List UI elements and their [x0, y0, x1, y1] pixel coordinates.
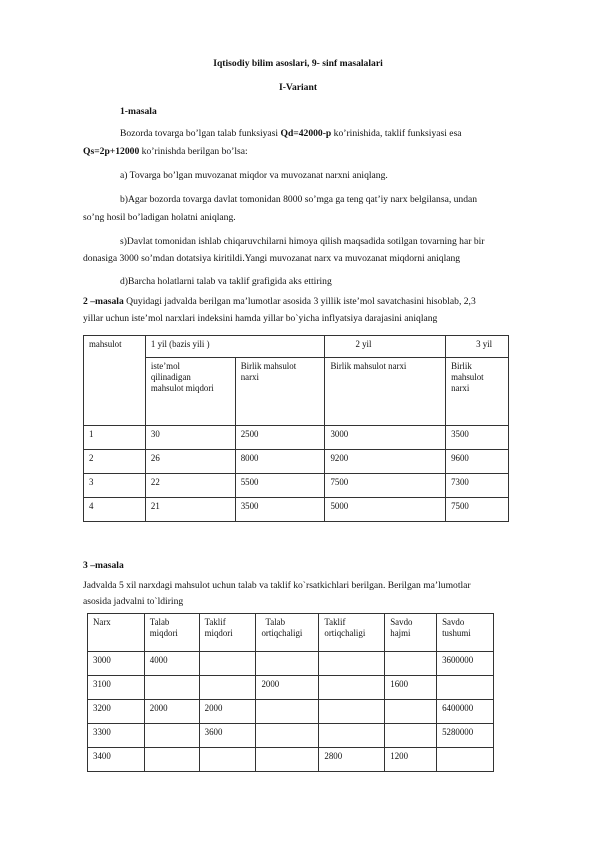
problem-1-item-d: d)Barcha holatlarni talab va taklif grafigida aks ettiring [120, 276, 332, 287]
header-taklif-ortiqchaligi: Taklif ortiqchaligi [319, 614, 385, 652]
header-narx: Narx [88, 614, 145, 652]
header-mahsulot: mahsulot [84, 336, 146, 426]
subheader-price-year-1: Birlik mahsulot narxi [235, 358, 325, 426]
subheader-quantity: iste’mol qilinadigan mahsulot miqdori [145, 358, 235, 426]
table-row: 3 22 5500 7500 7300 [84, 474, 509, 498]
header-talab-miqdori: Talab miqdori [144, 614, 199, 652]
table-header-row [88, 614, 494, 652]
subheader-price-year-2: Birlik mahsulot narxi [325, 358, 446, 426]
variant-label: I-Variant [278, 82, 318, 93]
price-index-table [83, 335, 509, 522]
problem-1-intro-line-2: Qs=2p+12000 ko’rinishda berilgan bo’lsa: [83, 146, 248, 157]
problem-1-item-s-line-2: donasiga 3000 so’mdan dotatsiya kiritildi.Yangi muvozanat narx va muvozanat miqdorni aniqlang [83, 253, 461, 264]
table-row: 4 21 3500 5000 7500 [84, 498, 509, 522]
problem-1-item-a: a) Tovarga bo’lgan muvozanat miqdor va muvozanat narxni aniqlang. [120, 170, 388, 181]
problem-1-item-b-line-2: so’ng hosil bo’ladigan holatni aniqlang. [83, 212, 236, 223]
supply-demand-table [87, 613, 494, 772]
problem-1-item-b-line-1: b)Agar bozorda tovarga davlat tomonidan 8000 so’mga ga teng qat’iy narx belgilansa, undan [120, 194, 478, 205]
header-year-3: 3 yil [446, 336, 509, 358]
document-title: Iqtisodiy bilim asoslari, 9- sinf masalalari [213, 58, 383, 69]
header-savdo-hajmi: Savdo hajmi [385, 614, 437, 652]
table-row: 3000 4000 3600000 [88, 652, 494, 676]
problem-3-text-line-1: Jadvalda 5 xil narxdagi mahsulot uchun talab va taklif ko`rsatkichlari berilgan. Berilgan ma’lumotlar [83, 580, 471, 591]
problem-2-heading: 2 –masala [83, 296, 124, 307]
subheader-price-year-3: Birlik mahsulot narxi [446, 358, 509, 426]
table-row: 3200 2000 2000 6400000 [88, 700, 494, 724]
problem-1-item-s-line-1: s)Davlat tomonidan ishlab chiqaruvchilarni himoya qilish maqsadida sotilgan tovarning har bir [120, 236, 485, 247]
table-row: 3100 2000 1600 [88, 676, 494, 700]
header-savdo-tushumi: Savdo tushumi [437, 614, 494, 652]
table-row: 1 30 2500 3000 3500 [84, 426, 509, 450]
header-talab-ortiqchaligi: Talab ortiqchaligi [256, 614, 319, 652]
table-row: 2 26 8000 9200 9600 [84, 450, 509, 474]
problem-1-heading: 1-masala [120, 106, 157, 117]
problem-1-intro-line-1: Bozorda tovarga bo’lgan talab funksiyasi Qd=42000-p ko’rinishida, taklif funksiyasi esa [120, 128, 462, 139]
header-year-2: 2 yil [325, 336, 446, 358]
problem-2-text-line-1: 2 –masala Quyidagi jadvalda berilgan ma’lumotlar asosida 3 yillik iste’mol savatchasini hisoblab, 2,3 [83, 296, 476, 307]
header-taklif-miqdori: Taklif miqdori [199, 614, 256, 652]
header-year-1: 1 yil (bazis yili ) [145, 336, 325, 358]
table-row: 3400 2800 1200 [88, 748, 494, 772]
problem-3-text-line-2: asosida jadvalni to`ldiring [83, 596, 184, 607]
table-header-row [84, 336, 509, 358]
table-subheader-row [84, 358, 509, 426]
table-row: 3300 3600 5280000 [88, 724, 494, 748]
problem-3-heading: 3 –masala [83, 560, 124, 571]
problem-2-text-line-2: yillar uchun iste’mol narxlari indeksini hamda yillar bo`yicha inflyatsiya darajasini aniqlang [83, 313, 438, 324]
